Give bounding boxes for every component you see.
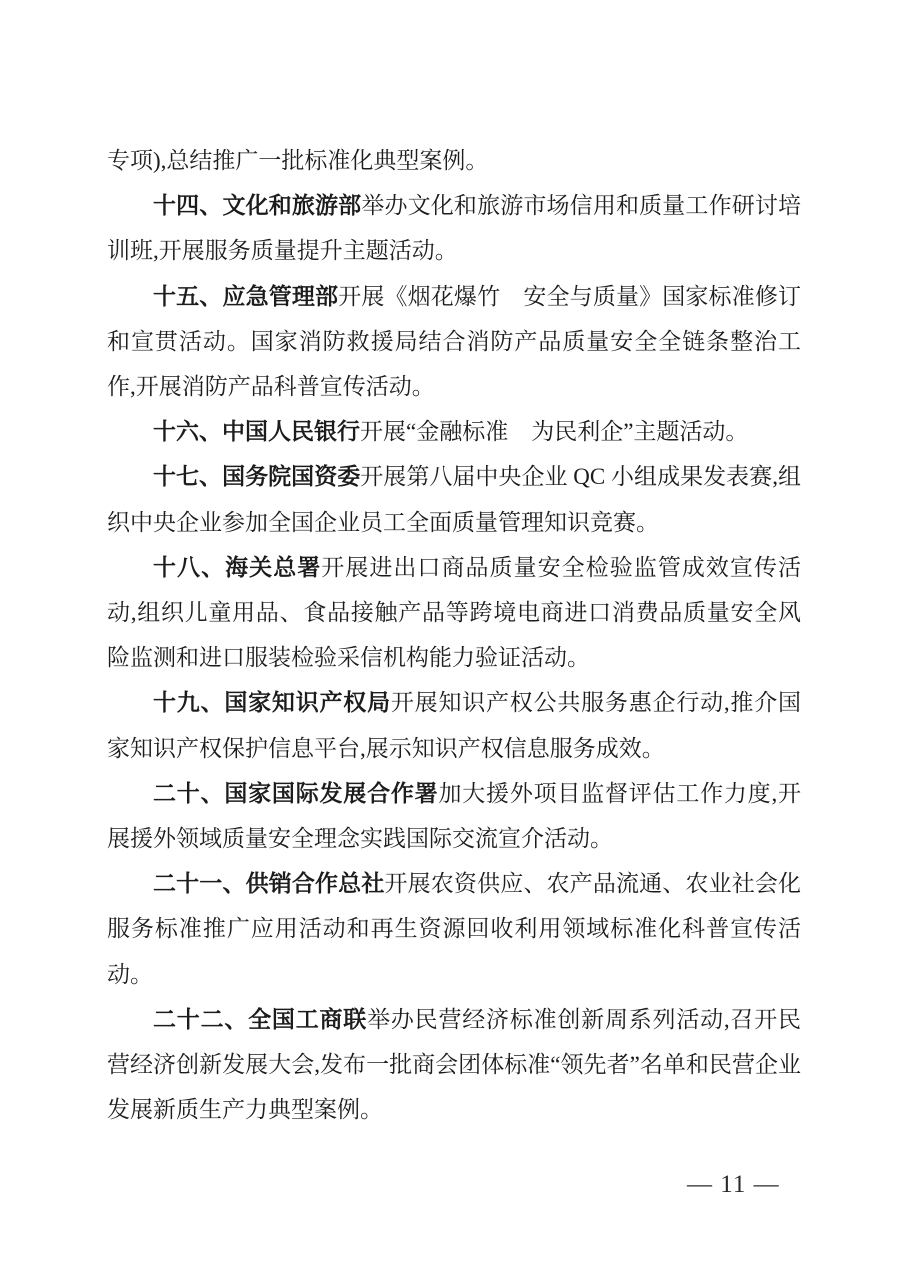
paragraph-item-16: [107, 409, 801, 454]
paragraph-lead: 十五、应急管理部: [153, 282, 339, 309]
paragraph-item-21: [107, 861, 801, 997]
paragraph-item-22: [107, 997, 801, 1133]
paragraph-text: 开展《烟花爆竹 安全与质量》国家标准修订和宣贯活动。国家消防救援局结合消防产品质量安全全链条整治工作,开展消防产品科普宣传活动。: [107, 283, 802, 400]
paragraph-item-19: [107, 680, 801, 770]
paragraph-lead: 十八、海关总署: [153, 553, 322, 580]
paragraph-text: 开展知识产权公共服务惠企行动,推介国家知识产权保护信息平台,展示知识产权信息服务成效。: [107, 690, 802, 761]
page-number: — 11 —: [687, 1171, 780, 1198]
paragraph-text: 举办民营经济标准创新周系列活动,召开民营经济创新发展大会,发布一批商会团体标准“领先者”名单和民营企业发展新质生产力典型案例。: [107, 1006, 802, 1123]
document-body: [107, 138, 801, 1132]
paragraph-item-18: [107, 545, 801, 681]
paragraph-lead: 十七、国务院国资委: [153, 463, 361, 490]
paragraph-lead: 十六、中国人民银行: [153, 418, 360, 445]
paragraph-item-17: [107, 454, 801, 544]
paragraph-text: 专项),总结推广一批标准化典型案例。: [107, 148, 489, 173]
paragraph-lead: 十九、国家知识产权局: [153, 689, 391, 716]
paragraph-text: 开展进出口商品质量安全检验监管成效宣传活动,组织儿童用品、食品接触产品等跨境电商进口消费品质量安全风险监测和进口服装检验采信机构能力验证活动。: [107, 554, 802, 671]
paragraph-item-15: [107, 274, 801, 410]
paragraph-lead: 十四、文化和旅游部: [153, 192, 362, 219]
paragraph-text: 开展“金融标准 为民利企”主题活动。: [360, 419, 749, 445]
paragraph-text: 举办文化和旅游市场信用和质量工作研讨培训班,开展服务质量提升主题活动。: [107, 193, 802, 264]
paragraph-lead: 二十一、供销合作总社: [153, 870, 385, 897]
paragraph-text: 加大援外项目监督评估工作力度,开展援外领域质量安全理念实践国际交流宣介活动。: [107, 780, 802, 852]
paragraph-text: 开展第八届中央企业 QC 小组成果发表赛,组织中央企业参加全国企业员工全面质量管理知识竞赛。: [107, 464, 802, 535]
paragraph-item-20: [107, 771, 801, 861]
paragraph-lead: 二十、国家国际发展合作署: [153, 779, 439, 806]
paragraph-item-14: [107, 183, 801, 273]
paragraph-lead: 二十二、全国工商联: [153, 1005, 368, 1032]
paragraph-text: 开展农资供应、农产品流通、农业社会化服务标准推广应用活动和再生资源回收利用领域标准化科普宣传活动。: [107, 871, 802, 987]
paragraph-continuation: [107, 138, 801, 183]
